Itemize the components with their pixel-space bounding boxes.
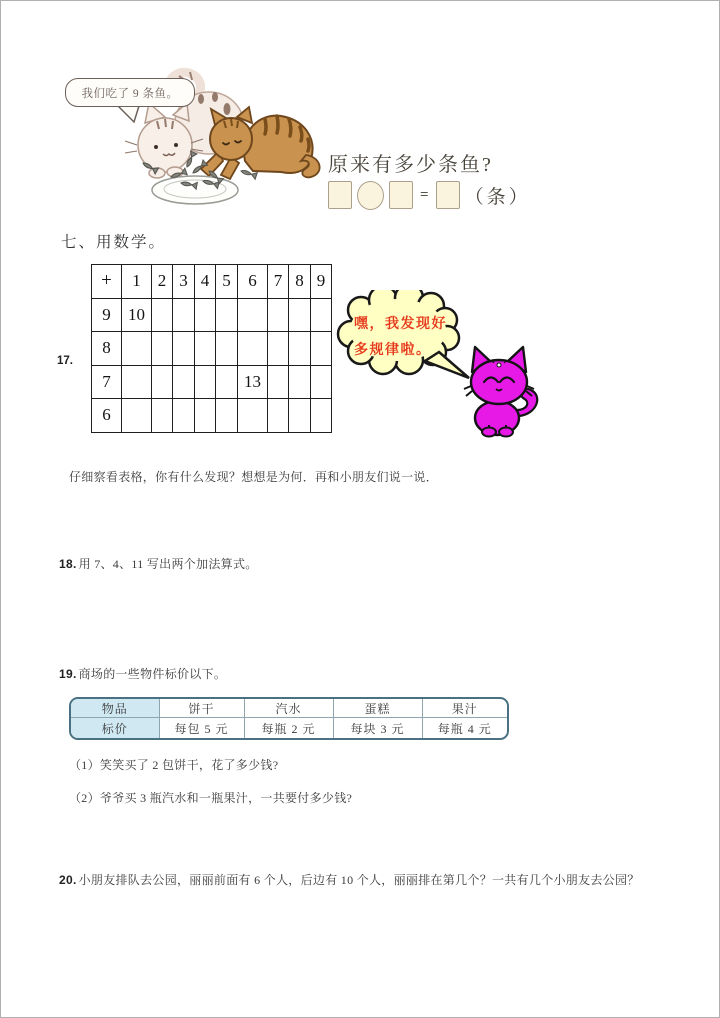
equals-sign: = [420,186,429,203]
fish-question-text: 原来有多少条鱼? [328,154,493,176]
price-cell: 汽水 [244,699,333,718]
operator-circle [357,181,384,210]
item-20-text: 20. 小朋友排队去公园，丽丽前面有 6 个人，后边有 10 个人，丽丽排在第几个？一共有几个小朋友去公园？ [59,873,640,887]
grid-cell [268,332,289,366]
grid-cell [195,365,216,399]
grid-cell [238,399,268,433]
grid-cell [289,332,311,366]
answer-box [328,181,352,209]
speech-bubble [65,78,195,107]
item-19-number: 19. [59,667,77,681]
price-table-row [71,718,507,739]
purple-cat-illustration [459,342,543,438]
grid-header-cell: 6 [238,265,268,299]
grid-cell [173,298,195,332]
grid-cell [152,298,173,332]
grid-header-cell: + [92,265,122,299]
item-19-intro: 19. 商场的一些物件标价以下。 [59,667,227,681]
grid-cell: 13 [238,365,268,399]
grid-cell [173,399,195,433]
addition-table-row [92,332,332,366]
grid-cell [268,399,289,433]
grid-row-label: 6 [92,399,122,433]
grid-cell [216,298,238,332]
grid-cell [311,298,332,332]
item-17-number: 17. [57,355,73,367]
grid-header-cell: 3 [173,265,195,299]
grid-cell [195,332,216,366]
grid-cell [152,332,173,366]
equation-unit: （条） [464,186,531,208]
price-cell: 每瓶 4 元 [422,718,507,739]
grid-header-cell: 5 [216,265,238,299]
answer-box [436,181,460,209]
price-header-cell: 标价 [71,718,159,739]
addition-table-row [92,298,332,332]
item-18-number: 18. [59,557,77,571]
cat-bubble-text: 嘿，我发现好 多规律啦。 [354,317,447,358]
grid-header-cell: 9 [311,265,332,299]
speech-bubble-text: 我们吃了 9 条鱼。 [81,87,179,100]
addition-table [91,264,332,433]
item-19-question-1: （1）笑笑买了 2 包饼干，花了多少钱? [69,758,279,772]
grid-cell [238,332,268,366]
grid-header-cell: 1 [122,265,152,299]
fish-equation [328,180,531,210]
item-19-question-2: （2）爷爷买 3 瓶汽水和一瓶果汁，一共要付多少钱? [69,791,353,805]
addition-table-row [92,365,332,399]
grid-cell [289,365,311,399]
item-17-followup-text: 仔细察看表格，你有什么发现？想想是为何．再和小朋友们说一说． [69,470,439,484]
answer-box [389,181,413,209]
grid-cell [152,365,173,399]
grid-cell [152,399,173,433]
grid-cell [195,399,216,433]
grid-row-label: 8 [92,332,122,366]
grid-header-cell: 4 [195,265,216,299]
grid-cell [268,365,289,399]
item-20-number: 20. [59,873,77,887]
grid-cell [173,332,195,366]
grid-row-label: 7 [92,365,122,399]
grid-row-label: 9 [92,298,122,332]
price-cell: 每包 5 元 [159,718,244,739]
addition-table-row [92,399,332,433]
grid-header-cell: 8 [289,265,311,299]
grid-cell [216,365,238,399]
grid-cell [216,332,238,366]
grid-header-cell: 7 [268,265,289,299]
grid-cell [122,365,152,399]
grid-cell [268,298,289,332]
grid-header-cell: 2 [152,265,173,299]
grid-cell [216,399,238,433]
grid-cell [289,298,311,332]
price-header-cell: 物品 [71,699,159,718]
price-table-row [71,699,507,718]
price-cell: 每瓶 2 元 [244,718,333,739]
price-cell: 每块 3 元 [333,718,422,739]
grid-cell: 10 [122,298,152,332]
grid-cell [122,399,152,433]
grid-cell [122,332,152,366]
grid-cell [195,298,216,332]
price-cell: 果汁 [422,699,507,718]
item-18-text: 18. 用 7、4、11 写出两个加法算式。 [59,557,258,571]
grid-cell [311,332,332,366]
grid-cell [289,399,311,433]
grid-cell [238,298,268,332]
addition-table-header-row [92,265,332,299]
price-cell: 蛋糕 [333,699,422,718]
grid-cell [311,365,332,399]
section-heading: 七、用数学。 [61,234,167,251]
grid-cell [173,365,195,399]
price-cell: 饼干 [159,699,244,718]
grid-cell [311,399,332,433]
price-table [69,697,509,740]
